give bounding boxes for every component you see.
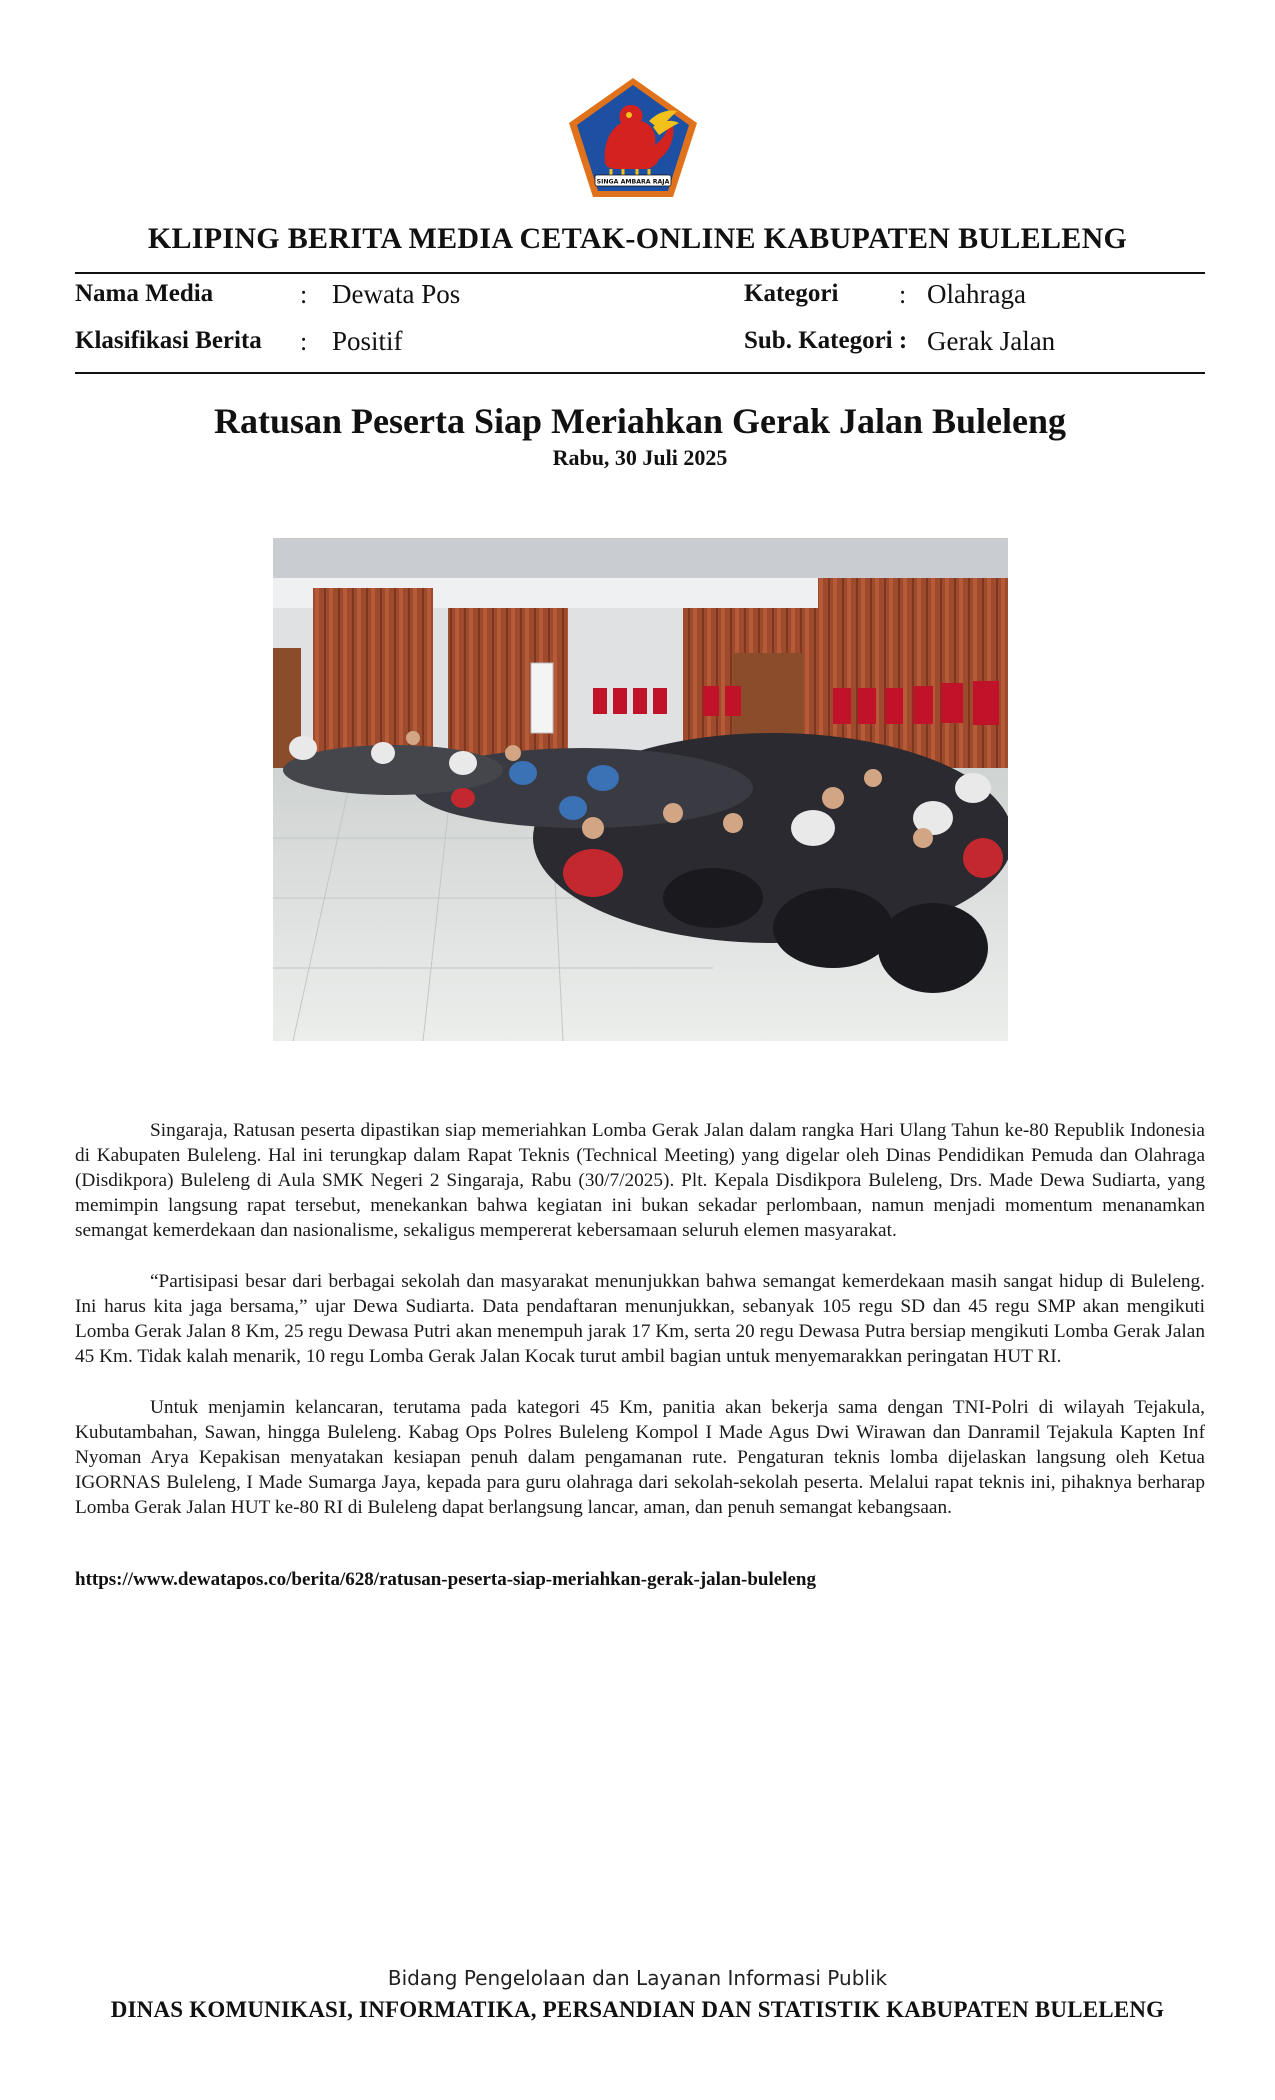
nama-media-value: Dewata Pos bbox=[332, 279, 461, 309]
footer-agency: DINAS KOMUNIKASI, INFORMATIKA, PERSANDIAN DAN STATISTIK KABUPATEN BULELENG bbox=[110, 1997, 1165, 2022]
singa-ambara-raja-crest-icon bbox=[565, 75, 701, 201]
article-body bbox=[75, 1118, 1205, 1546]
nama-media-label: Nama Media bbox=[75, 280, 214, 307]
news-photo-icon bbox=[273, 538, 1008, 1041]
klasifikasi-berita-value: Positif bbox=[332, 326, 403, 356]
source-link[interactable]: https://www.dewatapos.co/berita/628/ratusan-peserta-siap-meriahkan-gerak-jalan-buleleng bbox=[75, 1569, 816, 1590]
kategori-colon: : bbox=[899, 280, 907, 309]
crest-motto: SINGA AMBARA RAJA bbox=[596, 178, 670, 186]
article-paragraph-1: Singaraja, Ratusan peserta dipastikan siap memeriahkan Lomba Gerak Jalan dalam rangka Hari Ulang Tahun ke-80 Republik Indonesia di Kabupaten Buleleng. Hal ini terungkap dalam Rapat Teknis (Technical Meeting) yang digelar oleh Dinas Pendidikan Pemuda dan Olahraga (Disdikpora) Buleleng di Aula SMK Negeri 2 Singaraja, Rabu (30/7/2025). Plt. Kepala Disdikpora Buleleng, Drs. Made Dewa Sudiarta, yang memimpin langsung rapat tersebut, menekankan bahwa kegiatan ini bukan sekadar perlombaan, namun menjadi momentum menanamkan semangat kemerdekaan dan nasionalisme, sekaligus mempererat kebersamaan seluruh elemen masyarakat. bbox=[75, 1120, 1205, 1241]
sub-kategori-value: Gerak Jalan bbox=[927, 326, 1056, 356]
article-headline: Ratusan Peserta Siap Meriahkan Gerak Jalan Buleleng bbox=[213, 401, 1067, 441]
divider-top bbox=[75, 272, 1205, 274]
sub-kategori-label: Sub. Kategori : bbox=[744, 327, 908, 354]
nama-media-colon: : bbox=[300, 280, 308, 309]
divider-bottom bbox=[75, 372, 1205, 374]
klasifikasi-berita-colon: : bbox=[300, 327, 308, 356]
article-paragraph-3: Untuk menjamin kelancaran, terutama pada kategori 45 Km, panitia akan bekerja sama dengan TNI-Polri di wilayah Tejakula, Kubutambahan, Sawan, hingga Buleleng. Kabag Ops Polres Buleleng Kompol I Made Agus Dwi Wirawan dan Danramil Tejakula Kapten Inf Nyoman Arya Kepakisan menyatakan kesiapan penuh dalam pengamanan rute. Pengaturan teknis lomba dijelaskan langsung oleh Ketua IGORNAS Buleleng, I Made Sumarga Jaya, kepada para guru olahraga dari sekolah-sekolah peserta. Melalui rapat teknis ini, pihaknya berharap Lomba Gerak Jalan HUT ke-80 RI di Buleleng dapat berlangsung lancar, aman, dan penuh semangat kebangsaan. bbox=[75, 1397, 1205, 1518]
kategori-label: Kategori bbox=[744, 280, 839, 307]
article-date: Rabu, 30 Juli 2025 bbox=[552, 445, 728, 470]
document-title: KLIPING BERITA MEDIA CETAK-ONLINE KABUPATEN BULELENG bbox=[147, 222, 1128, 255]
kategori-value: Olahraga bbox=[927, 279, 1026, 309]
footer-division: Bidang Pengelolaan dan Layanan Informasi Publik bbox=[387, 1966, 888, 1990]
article-paragraph-2: “Partisipasi besar dari berbagai sekolah dan masyarakat menunjukkan bahwa semangat kemerdekaan masih sangat hidup di Buleleng. Ini harus kita jaga bersama,” ujar Dewa Sudiarta. Data pendaftaran menunjukkan, sebanyak 105 regu SD dan 45 regu SMP akan mengikuti Lomba Gerak Jalan 8 Km, 25 regu Dewasa Putri akan menempuh jarak 17 Km, serta 20 regu Dewasa Putra bersiap mengikuti Lomba Gerak Jalan 45 Km. Tidak kalah menarik, 10 regu Lomba Gerak Jalan Kocak turut ambil bagian untuk menyemarakkan peringatan HUT RI. bbox=[75, 1271, 1205, 1367]
klasifikasi-berita-label: Klasifikasi Berita bbox=[75, 327, 262, 354]
